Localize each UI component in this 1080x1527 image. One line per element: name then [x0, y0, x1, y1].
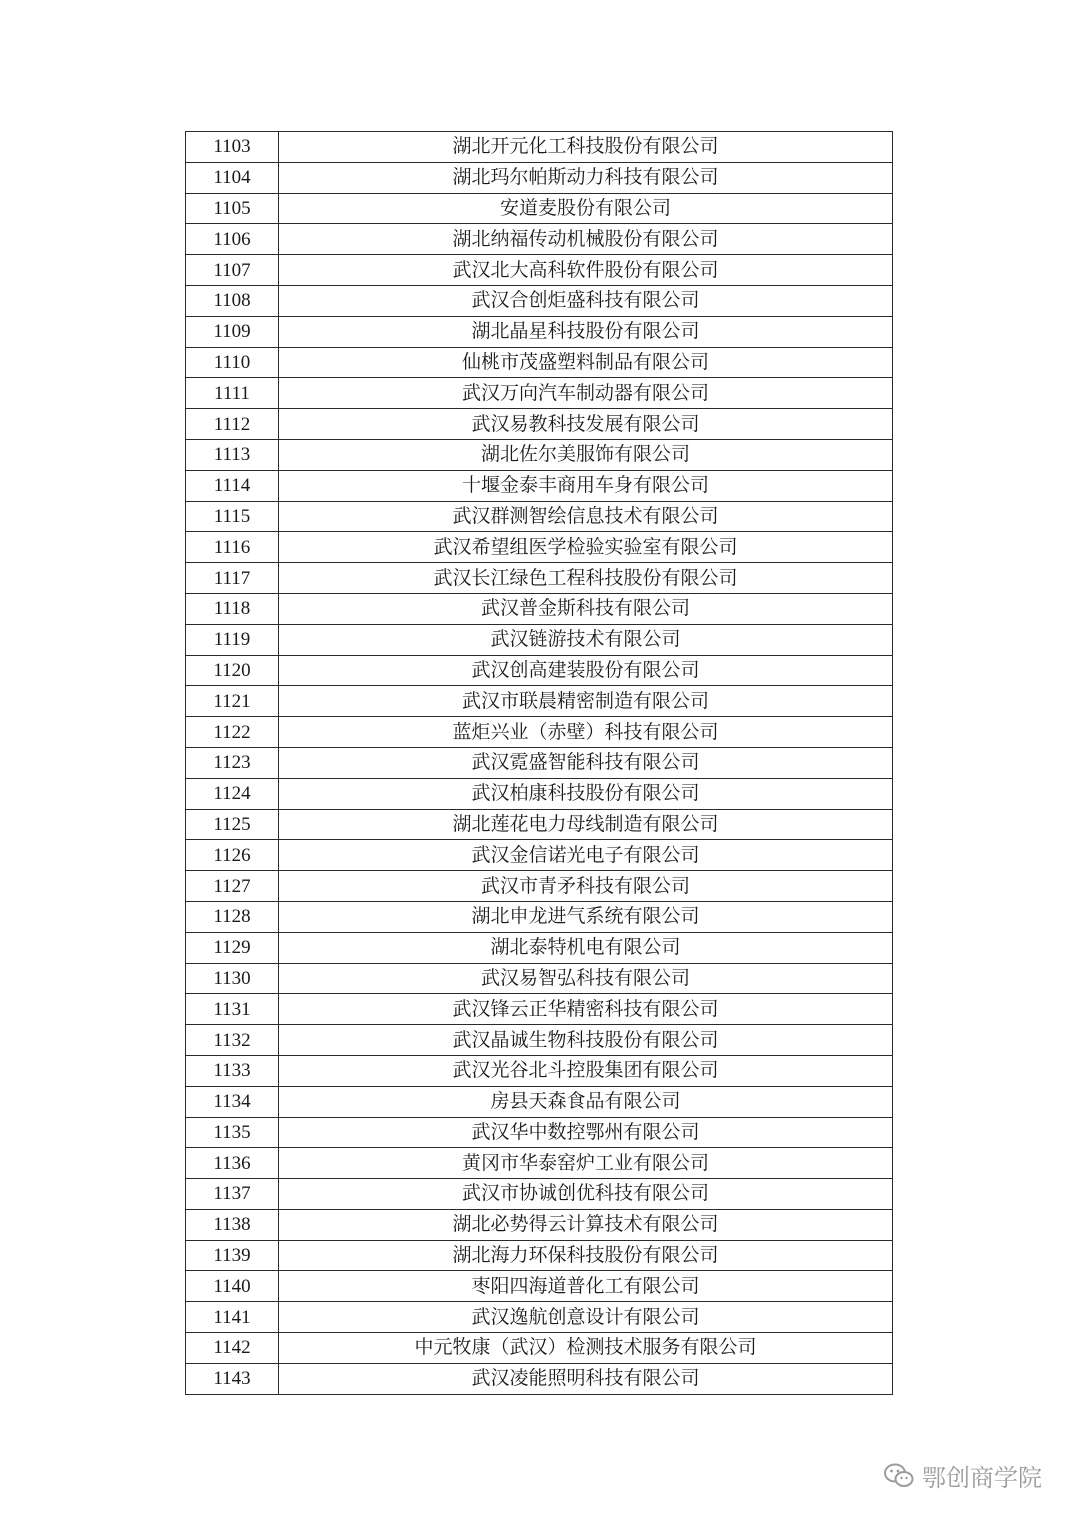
company-name: 枣阳四海道普化工有限公司: [279, 1271, 893, 1302]
row-number: 1119: [186, 624, 279, 655]
row-number: 1137: [186, 1179, 279, 1210]
row-number: 1108: [186, 285, 279, 316]
table-row: [186, 1117, 893, 1148]
table-row: [186, 255, 893, 286]
company-name: 武汉群测智绘信息技术有限公司: [279, 501, 893, 532]
table-row: [186, 1363, 893, 1394]
table-row: [186, 932, 893, 963]
table-row: [186, 409, 893, 440]
company-name: 武汉华中数控鄂州有限公司: [279, 1117, 893, 1148]
row-number: 1107: [186, 255, 279, 286]
company-name: 武汉霓盛智能科技有限公司: [279, 747, 893, 778]
company-name: 黄冈市华泰窑炉工业有限公司: [279, 1148, 893, 1179]
row-number: 1115: [186, 501, 279, 532]
table-row: [186, 1333, 893, 1364]
table-row: [186, 809, 893, 840]
row-number: 1105: [186, 193, 279, 224]
row-number: 1130: [186, 963, 279, 994]
company-name: 中元牧康（武汉）检测技术服务有限公司: [279, 1333, 893, 1364]
row-number: 1109: [186, 316, 279, 347]
company-name: 武汉晶诚生物科技股份有限公司: [279, 1025, 893, 1056]
row-number: 1123: [186, 747, 279, 778]
company-name: 武汉希望组医学检验实验室有限公司: [279, 532, 893, 563]
table-row: [186, 593, 893, 624]
table-row: [186, 1086, 893, 1117]
row-number: 1120: [186, 655, 279, 686]
table-row: [186, 162, 893, 193]
table-row: [186, 378, 893, 409]
company-name: 蓝炬兴业（赤壁）科技有限公司: [279, 717, 893, 748]
company-name: 武汉市协诚创优科技有限公司: [279, 1179, 893, 1210]
table-row: [186, 871, 893, 902]
company-name: 湖北晶星科技股份有限公司: [279, 316, 893, 347]
company-name: 湖北玛尔帕斯动力科技有限公司: [279, 162, 893, 193]
table-row: [186, 316, 893, 347]
row-number: 1135: [186, 1117, 279, 1148]
row-number: 1104: [186, 162, 279, 193]
table-row: [186, 224, 893, 255]
table-row: [186, 1148, 893, 1179]
row-number: 1132: [186, 1025, 279, 1056]
company-name: 武汉凌能照明科技有限公司: [279, 1363, 893, 1394]
row-number: 1111: [186, 378, 279, 409]
row-number: 1126: [186, 840, 279, 871]
table-row: [186, 532, 893, 563]
table-row: [186, 1302, 893, 1333]
company-name: 湖北海力环保科技股份有限公司: [279, 1240, 893, 1271]
row-number: 1131: [186, 994, 279, 1025]
table-row: [186, 1055, 893, 1086]
wechat-icon: [884, 1463, 914, 1489]
company-name: 武汉链游技术有限公司: [279, 624, 893, 655]
row-number: 1138: [186, 1209, 279, 1240]
row-number: 1128: [186, 901, 279, 932]
row-number: 1140: [186, 1271, 279, 1302]
company-name: 湖北泰特机电有限公司: [279, 932, 893, 963]
row-number: 1103: [186, 132, 279, 163]
company-name: 十堰金泰丰商用车身有限公司: [279, 470, 893, 501]
table-row: [186, 132, 893, 163]
table-row: [186, 963, 893, 994]
row-number: 1121: [186, 686, 279, 717]
row-number: 1118: [186, 593, 279, 624]
table-row: [186, 1240, 893, 1271]
row-number: 1143: [186, 1363, 279, 1394]
table-row: [186, 655, 893, 686]
table-row: [186, 439, 893, 470]
row-number: 1125: [186, 809, 279, 840]
company-list-body: [186, 132, 893, 1395]
table-row: [186, 193, 893, 224]
row-number: 1129: [186, 932, 279, 963]
row-number: 1141: [186, 1302, 279, 1333]
company-name: 武汉光谷北斗控股集团有限公司: [279, 1055, 893, 1086]
table-row: [186, 285, 893, 316]
company-name: 武汉北大高科软件股份有限公司: [279, 255, 893, 286]
company-name: 仙桃市茂盛塑料制品有限公司: [279, 347, 893, 378]
company-name: 武汉易教科技发展有限公司: [279, 409, 893, 440]
company-name: 武汉万向汽车制动器有限公司: [279, 378, 893, 409]
company-name: 武汉普金斯科技有限公司: [279, 593, 893, 624]
table-row: [186, 563, 893, 594]
company-name: 武汉逸航创意设计有限公司: [279, 1302, 893, 1333]
row-number: 1133: [186, 1055, 279, 1086]
table-row: [186, 1271, 893, 1302]
table-row: [186, 901, 893, 932]
row-number: 1124: [186, 778, 279, 809]
row-number: 1136: [186, 1148, 279, 1179]
company-name: 湖北开元化工科技股份有限公司: [279, 132, 893, 163]
company-name: 武汉柏康科技股份有限公司: [279, 778, 893, 809]
table-row: [186, 347, 893, 378]
row-number: 1142: [186, 1333, 279, 1364]
row-number: 1134: [186, 1086, 279, 1117]
row-number: 1139: [186, 1240, 279, 1271]
company-name: 湖北必势得云计算技术有限公司: [279, 1209, 893, 1240]
table-row: [186, 470, 893, 501]
company-name: 安道麦股份有限公司: [279, 193, 893, 224]
table-row: [186, 1209, 893, 1240]
company-name: 武汉创高建装股份有限公司: [279, 655, 893, 686]
company-name: 武汉长江绿色工程科技股份有限公司: [279, 563, 893, 594]
company-name: 武汉易智弘科技有限公司: [279, 963, 893, 994]
company-name: 湖北纳福传动机械股份有限公司: [279, 224, 893, 255]
row-number: 1114: [186, 470, 279, 501]
row-number: 1127: [186, 871, 279, 902]
row-number: 1122: [186, 717, 279, 748]
table-row: [186, 501, 893, 532]
row-number: 1116: [186, 532, 279, 563]
table-row: [186, 994, 893, 1025]
row-number: 1113: [186, 439, 279, 470]
company-name: 武汉市青矛科技有限公司: [279, 871, 893, 902]
row-number: 1112: [186, 409, 279, 440]
company-name: 武汉合创炬盛科技有限公司: [279, 285, 893, 316]
watermark-text: 鄂创商学院: [922, 1464, 1042, 1492]
table-row: [186, 717, 893, 748]
row-number: 1106: [186, 224, 279, 255]
company-name: 武汉金信诺光电子有限公司: [279, 840, 893, 871]
table-row: [186, 840, 893, 871]
row-number: 1110: [186, 347, 279, 378]
company-name: 湖北申龙进气系统有限公司: [279, 901, 893, 932]
table-row: [186, 1025, 893, 1056]
company-name: 房县天森食品有限公司: [279, 1086, 893, 1117]
watermark: [884, 1458, 1042, 1493]
table-row: [186, 624, 893, 655]
table-row: [186, 1179, 893, 1210]
company-name: 湖北莲花电力母线制造有限公司: [279, 809, 893, 840]
company-list-table: [185, 131, 893, 1395]
table-row: [186, 778, 893, 809]
table-row: [186, 747, 893, 778]
company-name: 武汉市联晨精密制造有限公司: [279, 686, 893, 717]
table-row: [186, 686, 893, 717]
company-name: 武汉锋云正华精密科技有限公司: [279, 994, 893, 1025]
row-number: 1117: [186, 563, 279, 594]
company-name: 湖北佐尔美服饰有限公司: [279, 439, 893, 470]
